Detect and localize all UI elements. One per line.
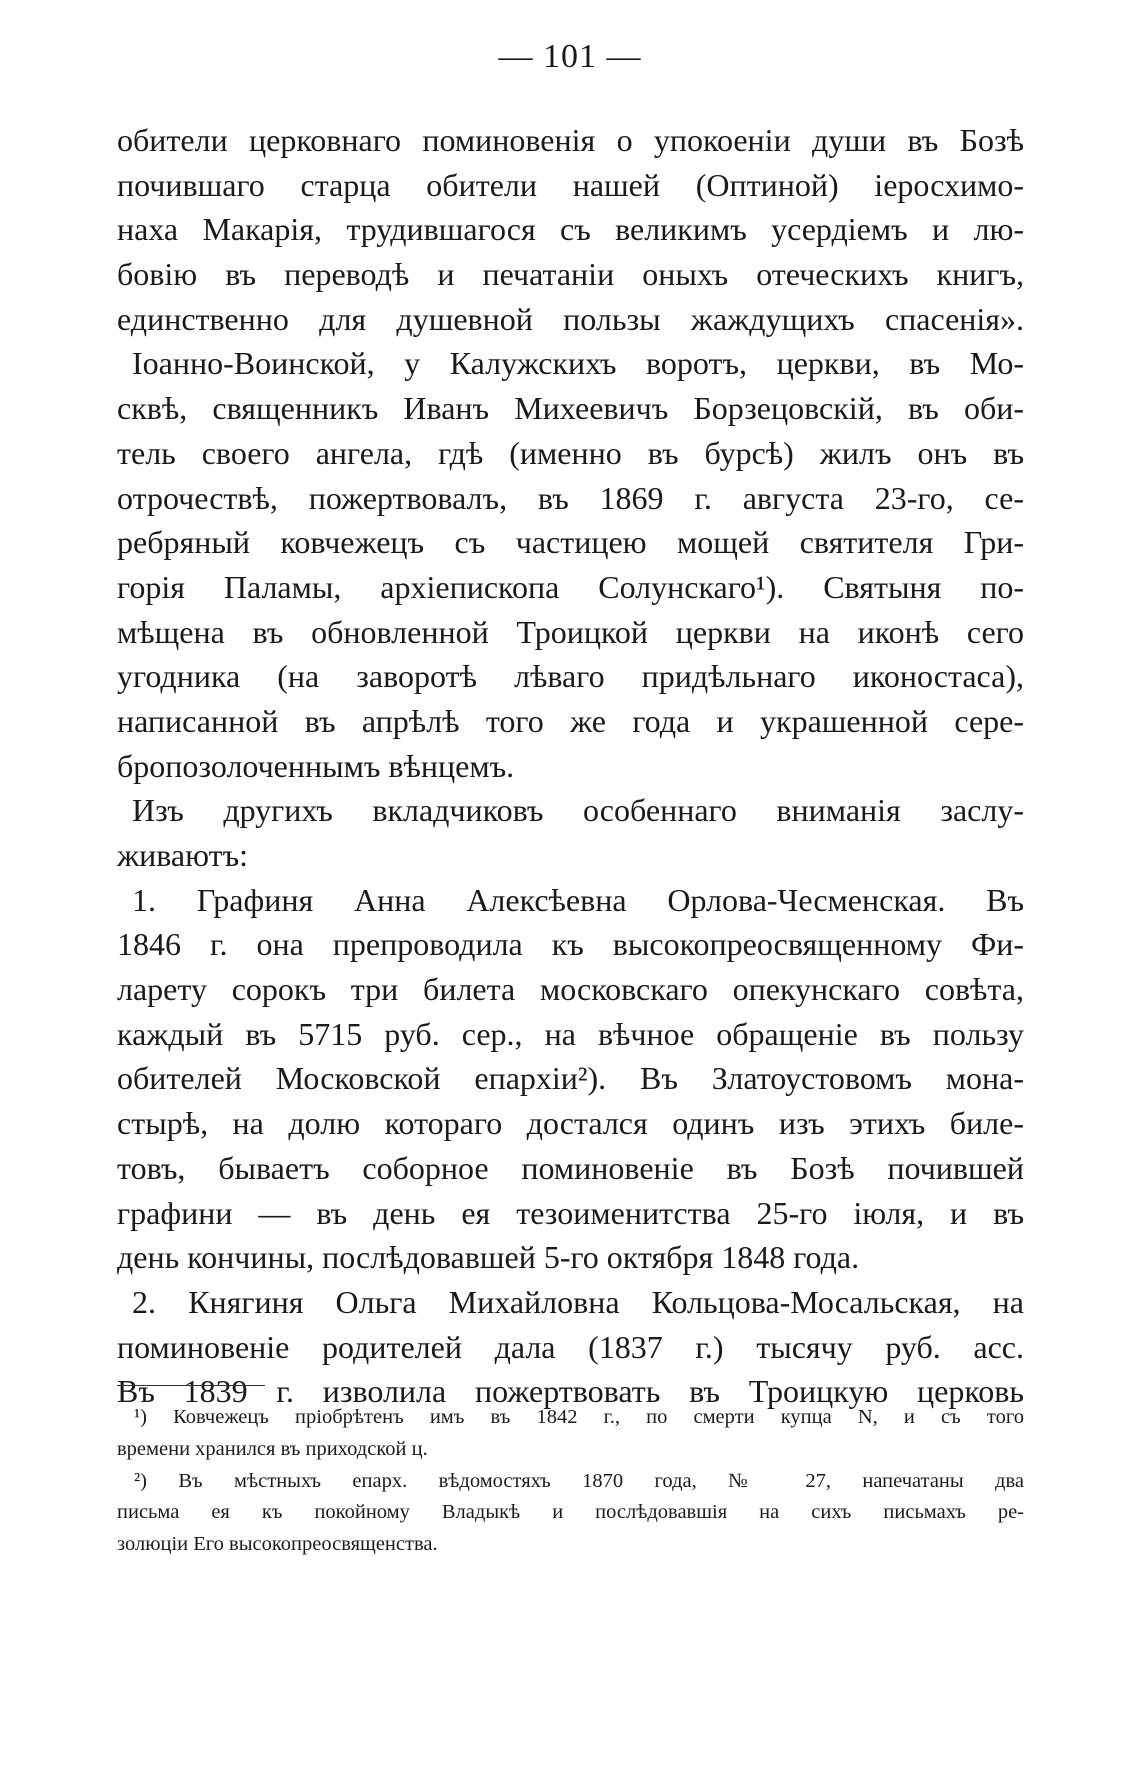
- text-line: Изъ другихъ вкладчиковъ особеннаго вниманія заслу-: [132, 792, 1024, 829]
- text-line: ларету сорокъ три билета московскаго опекунскаго совѣта,: [117, 971, 1024, 1008]
- text-line: горія Паламы, архіепископа Солунскаго¹). Святыня по-: [117, 568, 1024, 605]
- text-line: 1846 г. она препроводила къ высокопреосвященному Фи-: [117, 926, 1024, 963]
- text-line: обителей Московской епархіи²). Въ Златоустовомъ мона-: [117, 1060, 1024, 1097]
- footnote-line: времени хранился въ приходской ц.: [117, 1437, 428, 1460]
- footnote-line: ¹) Ковчежецъ пріобрѣтенъ имъ въ 1842 г., по смерти купца N, и съ того: [134, 1406, 1024, 1428]
- text-line: наха Макарія, трудившагося съ великимъ усердіемъ и лю-: [117, 211, 1024, 248]
- text-line: каждый въ 5715 руб. сер., на вѣчное обращеніе въ пользу: [117, 1015, 1024, 1052]
- text-line: день кончины, послѣдовавшей 5-го октября 1848 года.: [117, 1239, 860, 1276]
- text-line: Въ 1839 г. изволила пожертвовать въ Троицкую церковь: [117, 1373, 1024, 1410]
- text-line: бовію въ переводѣ и печатаніи оныхъ отеческихъ книгъ,: [117, 256, 1024, 293]
- text-line: мѣщена въ обновленной Троицкой церкви на иконѣ сего: [117, 613, 1024, 650]
- footnote-line: письма ея къ покойному Владыкѣ и послѣдовавшія на сихъ письмахъ ре-: [117, 1501, 1024, 1524]
- text-line: 1. Графиня Анна Алексѣевна Орлова-Чесменская. Въ: [132, 881, 1024, 918]
- text-line: поминовеніе родителей дала (1837 г.) тысячу руб. асс.: [117, 1328, 1024, 1365]
- text-line: тель своего ангела, гдѣ (именно въ бурсѣ) жилъ онъ въ: [117, 434, 1024, 471]
- body-text: [117, 118, 1024, 1414]
- text-line: ребряный ковчежецъ съ частицею мощей святителя Гри-: [117, 524, 1024, 561]
- text-line: живаютъ:: [117, 837, 249, 873]
- text-line: бропозолоченнымъ вѣнцемъ.: [117, 747, 515, 784]
- text-line: угодника (на заворотѣ лѣваго придѣльнаго иконостаса),: [117, 658, 1024, 695]
- text-line: сквѣ, священникъ Иванъ Михеевичъ Борзецовскій, въ оби-: [117, 390, 1024, 427]
- text-line: отрочествѣ, пожертвовалъ, въ 1869 г. августа 23-го, се-: [117, 479, 1024, 516]
- text-line: графини — въ день ея тезоименитства 25-го іюля, и въ: [117, 1194, 1024, 1231]
- footnotes: [117, 1402, 1024, 1561]
- page-number: — 101 —: [498, 38, 642, 75]
- text-line: единственно для душевной пользы жаждущихъ спасенія».: [117, 300, 1024, 337]
- text-line: 2. Княгиня Ольга Михайловна Кольцова-Мосальская, на: [132, 1283, 1024, 1320]
- text-line: стырѣ, на долю котораго достался одинъ изъ этихъ биле-: [117, 1105, 1024, 1142]
- footnote-divider: [117, 1385, 265, 1386]
- text-line: обители церковнаго поминовенія о упокоеніи души въ Бозѣ: [117, 122, 1024, 158]
- footnote-line: ²) Въ мѣстныхъ епарх. вѣдомостяхъ 1870 года, № 27, напечатаны два: [134, 1469, 1024, 1492]
- text-line: Іоанно-Воинской, у Калужскихъ воротъ, церкви, въ Мо-: [132, 345, 1024, 382]
- text-line: почившаго старца обители нашей (Оптиной) іеросхимо-: [117, 166, 1024, 203]
- footnote-line: золюціи Его высокопреосвященства.: [117, 1533, 438, 1556]
- text-line: написанной въ апрѣлѣ того же года и украшенной сере-: [117, 702, 1024, 739]
- text-line: товъ, бываетъ соборное поминовеніе въ Бозѣ почившей: [117, 1149, 1024, 1186]
